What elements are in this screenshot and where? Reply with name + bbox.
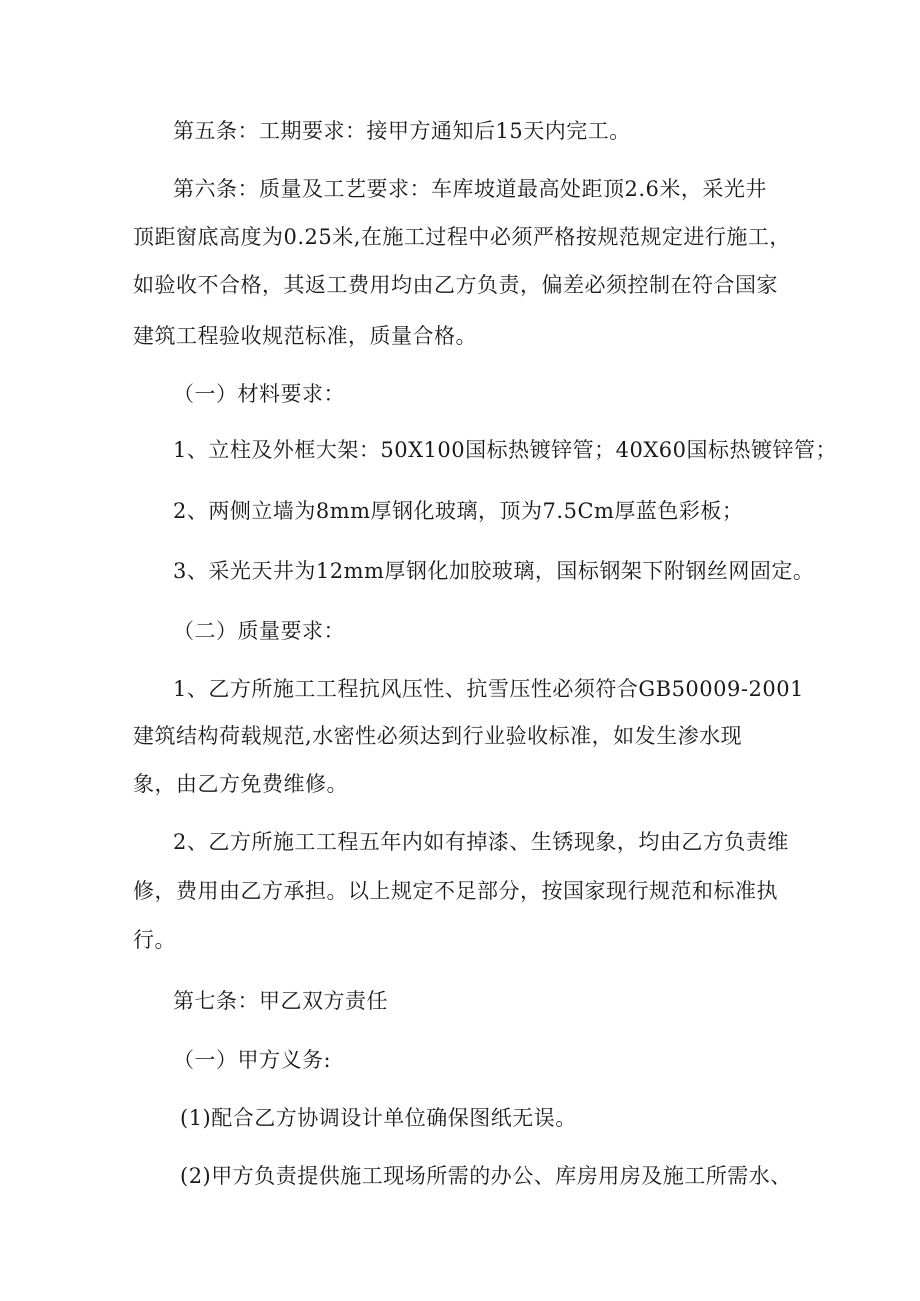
quality-item-2-line-1: 2、乙方所施工工程五年内如有掉漆、生锈现象，均由乙方负责维 <box>173 830 789 854</box>
quality-item-1-line-2: 建筑结构荷载规范,水密性必须达到行业验收标准，如发生渗水现 <box>133 724 743 748</box>
material-item-2: 2、两侧立墙为8mm厚钢化玻璃，顶为7.5Cm厚蓝色彩板； <box>173 499 744 523</box>
article-6-quality-line-3: 如验收不合格，其返工费用均由乙方负责，偏差必须控制在符合国家 <box>133 273 778 297</box>
section-party-a-heading: （一）甲方义务: <box>173 1048 332 1072</box>
quality-item-1-line-3: 象，由乙方免费维修。 <box>133 772 348 796</box>
section-quality-heading: （二）质量要求： <box>173 619 345 643</box>
party-a-item-2: (2)甲方负责提供施工现场所需的办公、库房用房及施工所需水、 <box>180 1164 792 1188</box>
article-5-schedule: 第五条：工期要求：接甲方通知后15天内完工。 <box>173 119 631 143</box>
article-6-quality-line-2: 顶距窗底高度为0.25米,在施工过程中必须严格按规范规定进行施工， <box>133 225 791 249</box>
quality-item-2-line-3: 行。 <box>133 928 176 952</box>
article-6-quality-line-1: 第六条：质量及工艺要求：车库坡道最高处距顶2.6米，采光井 <box>173 177 767 201</box>
section-material-heading: （一）材料要求： <box>173 382 345 406</box>
quality-item-2-line-2: 修，费用由乙方承担。以上规定不足部分，按国家现行规范和标准执 <box>133 879 778 903</box>
article-6-quality-line-4: 建筑工程验收规范标准，质量合格。 <box>133 324 477 348</box>
material-item-3: 3、采光天井为12mm厚钢化加胶玻璃，国标钢架下附钢丝网固定。 <box>173 559 815 583</box>
material-item-1: 1、立柱及外框大架：50X100国标热镀锌管；40X60国标热镀锌管； <box>173 438 838 462</box>
party-a-item-1: (1)配合乙方协调设计单位确保图纸无误。 <box>180 1106 577 1130</box>
article-7-heading: 第七条：甲乙双方责任 <box>173 989 388 1013</box>
quality-item-1-line-1: 1、乙方所施工工程抗风压性、抗雪压性必须符合GB50009-2001 <box>173 677 804 701</box>
